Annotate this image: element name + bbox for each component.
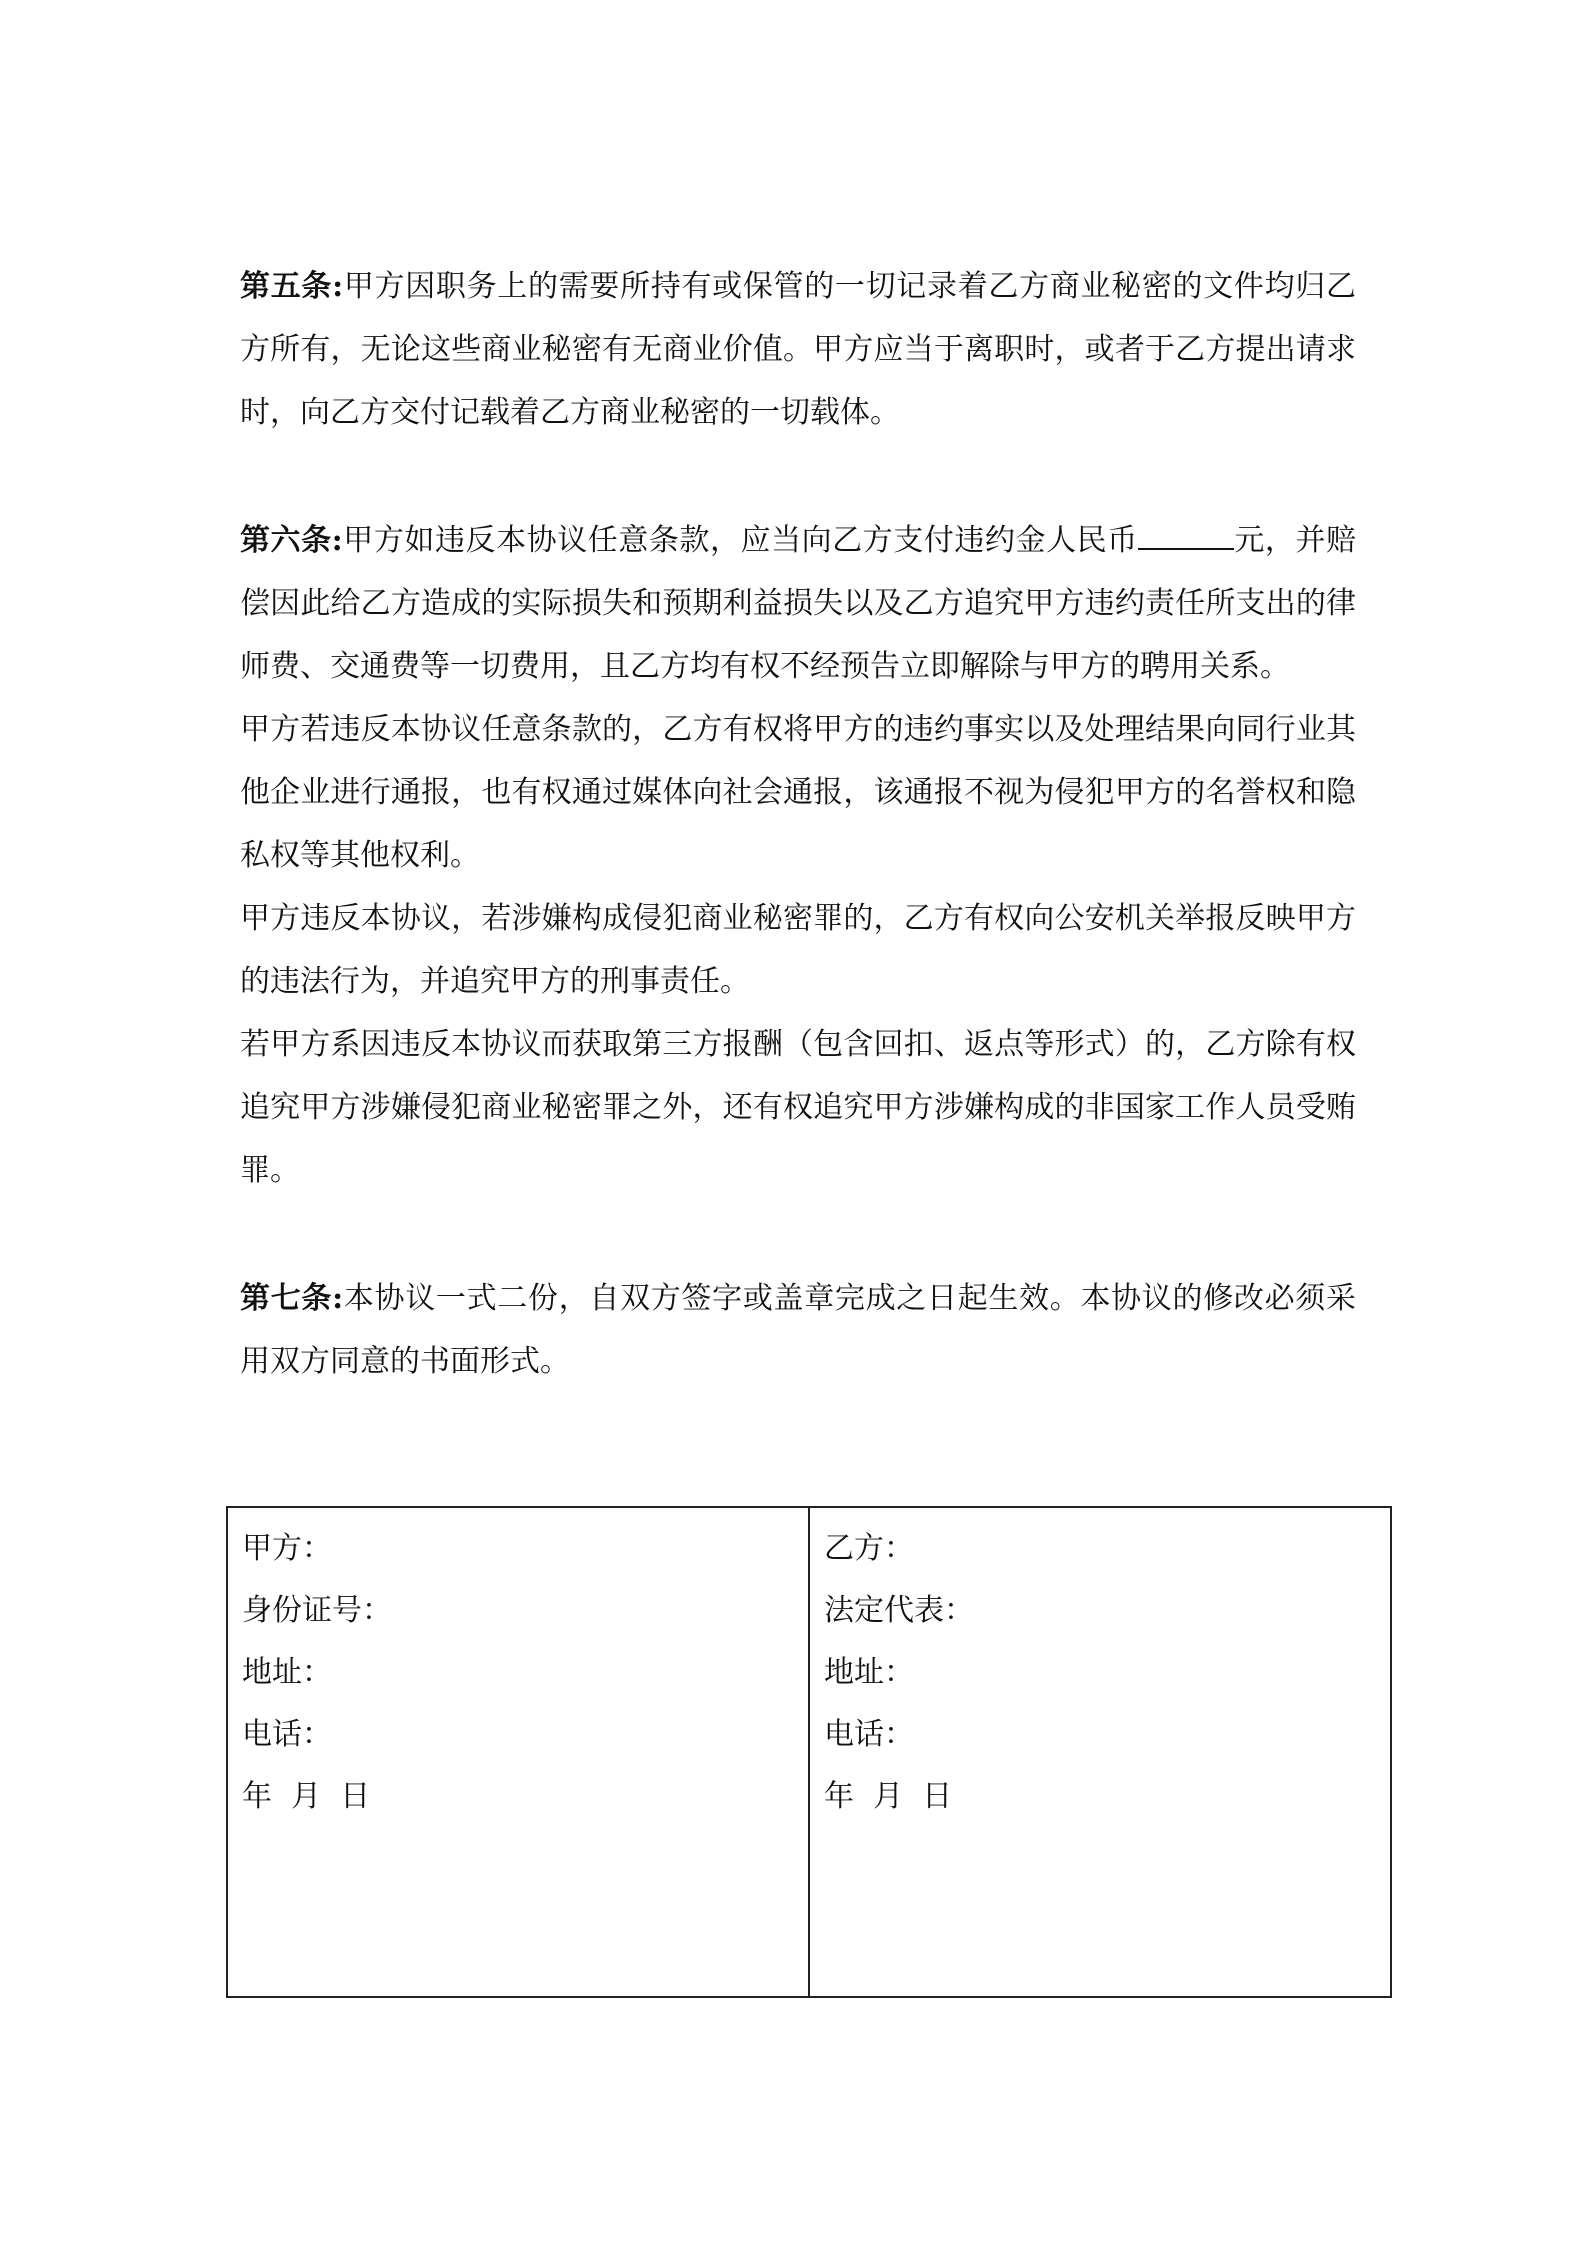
party-b-legal-rep-label: 法定代表： [824,1593,974,1628]
article-5-text: 甲方因职务上的需要所持有或保管的一切记录着乙方商业秘密的文件均归乙方所有，无论这些商业秘密有无商业价值。甲方应当于离职时，或者于乙方提出请求时，向乙方交付记载着乙方商业秘密的一切载体。 [240,269,1357,430]
article-7-text: 本协议一式二份，自双方签字或盖章完成之日起生效。本协议的修改必须采用双方同意的书面形式。 [240,1281,1357,1379]
article-5 [240,255,1356,444]
article-6-text-before-blank: 甲方如违反本协议任意条款，应当向乙方支付违约金人民币 [342,523,1138,558]
article-6-paragraph-1 [240,509,1356,698]
party-a-name-label: 甲方： [242,1531,332,1566]
party-a-address-label: 地址： [242,1655,332,1690]
party-a-cell [227,1507,809,1997]
party-b-phone-label: 电话： [824,1717,914,1752]
signature-table [226,1506,1392,1998]
article-5-paragraph [240,255,1356,444]
party-a-id-label: 身份证号： [242,1593,392,1628]
article-6-text-after-blank: 元，并赔偿因此给乙方造成的实际损失和预期利益损失以及乙方追究甲方违约责任所支出的律师费、交通费等一切费用，且乙方均有权不经预告立即解除与甲方的聘用关系。 [240,523,1357,684]
article-7 [240,1267,1356,1393]
article-6-paragraph-4: 若甲方系因违反本协议而获取第三方报酬（包含回扣、返点等形式）的，乙方除有权追究甲方涉嫌侵犯商业秘密罪之外，还有权追究甲方涉嫌构成的非国家工作人员受贿罪。 [240,1027,1356,1188]
article-7-heading: 第七条: [240,1281,344,1316]
article-6-paragraph-2: 甲方若违反本协议任意条款的，乙方有权将甲方的违约事实以及处理结果向同行业其他企业进行通报，也有权通过媒体向社会通报，该通报不视为侵犯甲方的名誉权和隐私权等其他权利。 [240,712,1356,873]
penalty-amount-blank [1138,518,1234,550]
article-5-heading: 第五条: [240,269,344,304]
party-b-cell [809,1507,1391,1997]
article-6-paragraph-3: 甲方违反本协议，若涉嫌构成侵犯商业秘密罪的，乙方有权向公安机关举报反映甲方的违法行为，并追究甲方的刑事责任。 [240,901,1356,999]
contract-body [240,255,1356,1393]
party-b-address-label: 地址： [824,1655,914,1690]
article-6-heading: 第六条: [240,523,343,558]
party-b-date-label: 年 月 日 [824,1779,953,1814]
article-7-paragraph [240,1267,1356,1393]
party-a-phone-label: 电话： [242,1717,332,1752]
article-6 [240,509,1356,1202]
party-b-name-label: 乙方： [824,1531,914,1566]
party-a-date-label: 年 月 日 [242,1779,371,1814]
